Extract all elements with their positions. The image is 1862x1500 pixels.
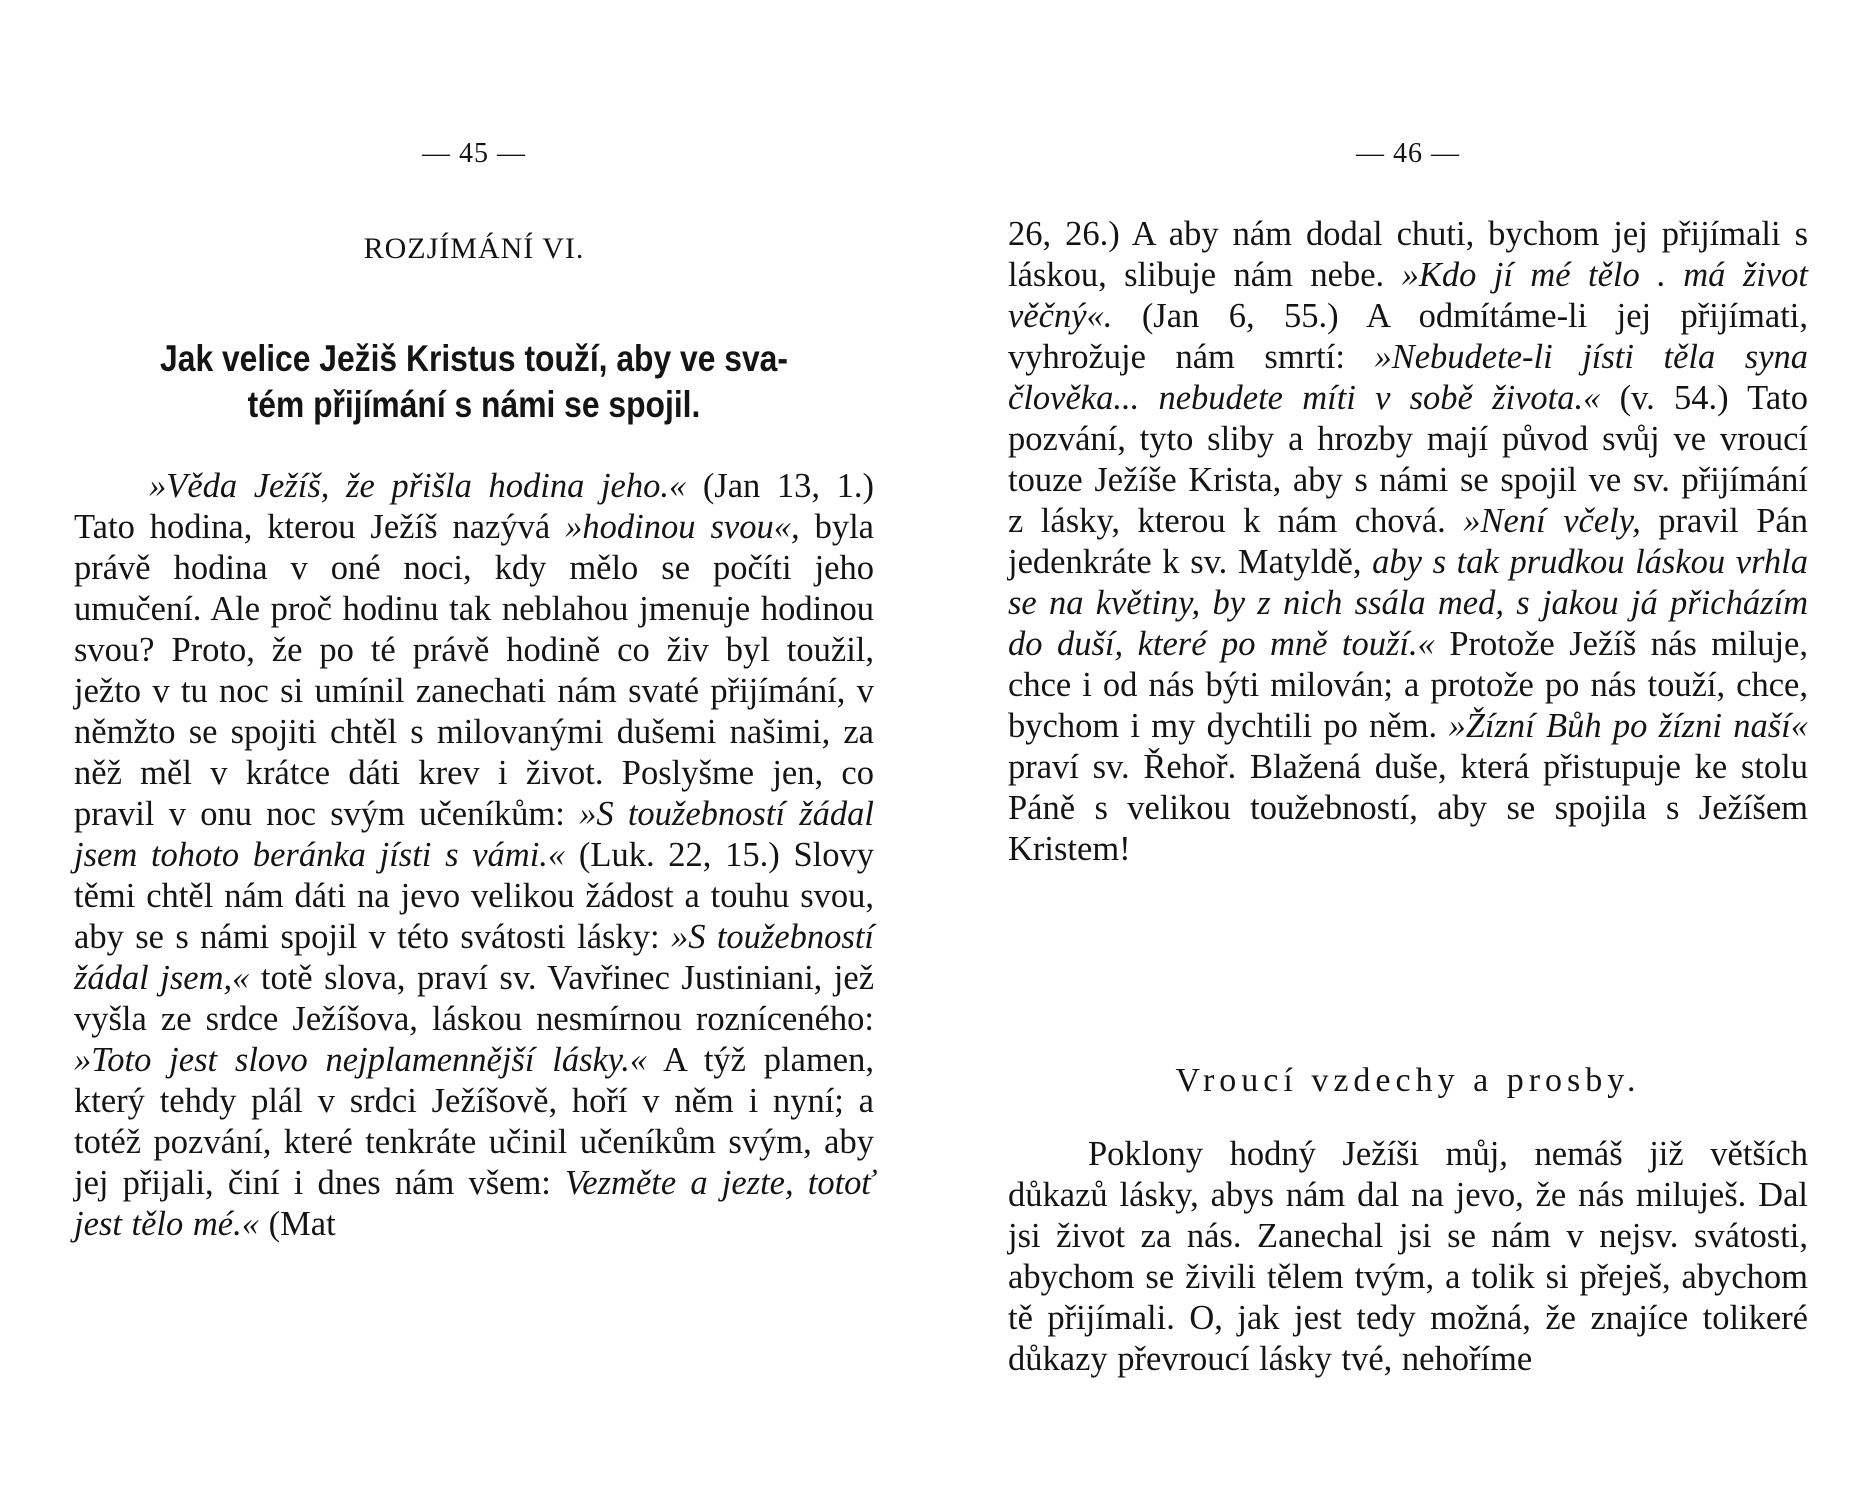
- right-page: [1008, 0, 1808, 1500]
- left-page: [74, 0, 874, 1500]
- text-run: (Jan 13, 1.) Tato hodina, kterou Ježíš nazývá: [74, 467, 874, 546]
- quote: »S toužebností žádal jsem,«: [74, 918, 874, 997]
- text-run: (v. 54.) Tato pozvání, tyto sliby a hrozby mají původ svůj ve vroucí touze Ježíše Krista, aby s námi se spojil ve sv. přijímání z lásky, kterou k nám chová.: [1008, 379, 1808, 540]
- quote: »Žízní Bůh po žízni naší«: [1448, 707, 1808, 745]
- title-line-1: Jak velice Ježiš Kristus touží, aby ve sva-: [160, 338, 788, 379]
- text-run: (Mat: [259, 1205, 336, 1243]
- page-number: — 46 —: [1356, 138, 1460, 169]
- text-run: totě slova, praví sv. Vavřinec Justiniani, jež vyšla ze srdce Ježíšova, láskou nesmírnou rozníceného:: [74, 959, 875, 1038]
- text-run: 26, 26.) A aby nám dodal chuti, bychom jej přijímali s láskou, slibuje nám nebe.: [1008, 215, 1808, 294]
- page-number: — 45 —: [422, 138, 526, 169]
- chapter-heading: ROZJÍMÁNÍ VI.: [363, 232, 585, 265]
- quote: »Věda Ježíš, že přišla hodina jeho.«: [149, 467, 687, 505]
- quote: Vezměte a jezte, totoť jest tělo mé.«: [74, 1164, 874, 1243]
- text-run: pravil Pán jedenkráte k sv. Matyldě,: [1008, 502, 1808, 581]
- quote: »S toužebností žádal jsem tohoto beránka jísti s vámi.«: [74, 795, 874, 874]
- quote: »Kdo jí mé tělo . má život věčný«.: [1008, 256, 1809, 335]
- text-run: byla právě hodina v oné noci, kdy mělo se počíti jeho umučení. Ale proč hodinu tak neblahou jmenuje hodinou svou? Proto, že po té právě hodině co živ byl toužil, ježto v tu noc si umínil zanechati nám svaté přijímání, v němžto se spojiti chtěl s milovanými dušemi našimi, za něž měl v krátce dáti krev i život. Poslyšme jen, co pravil v onu noc svým učeníkům:: [74, 508, 874, 833]
- section-subtitle: Vroucí vzdechy a prosby.: [1175, 1062, 1641, 1099]
- text-run: praví sv. Řehoř. Blažená duše, která přistupuje ke stolu Páně s velikou toužebností, aby se spojila s Ježíšem Kristem!: [1008, 748, 1808, 868]
- text-run: (Jan 6, 55.) A odmítáme-li jej přijímati, vyhrožuje nám smrtí:: [1008, 297, 1808, 376]
- title-line-2: tém přijímání s námi se spojil.: [247, 384, 701, 425]
- quote: »hodinou svou«,: [565, 508, 800, 546]
- chapter-title: [130, 336, 818, 428]
- text-run: (Luk. 22, 15.) Slovy těmi chtěl nám dáti na jevo velikou žádost a touhu svou, aby se s námi spojil v této svátosti lásky:: [74, 836, 875, 956]
- prayer-paragraph: Poklony hodný Ježíši můj, nemáš již větších důkazů lásky, abys nám dal na jevo, že nás miluješ. Dal jsi život za nás. Zanechal jsi se nám v nejsv. svátosti, abychom se živili tělem tvým, a tolik si přeješ, abychom tě přijímali. O, jak jest tedy možná, že znajíce tolikeré důkazy převroucí lásky tvé, nehoříme: [1008, 1135, 1808, 1378]
- quote: »Nebudete-li jísti těla syna člověka... nebudete míti v sobě života.«: [1008, 338, 1809, 417]
- quote: aby s tak prudkou láskou vrhla se na květiny, by z nich ssála med, s jakou já přicházím do duší, které po mně touží.«: [1008, 543, 1808, 663]
- quote: »Toto jest slovo nejplamennější lásky.«: [74, 1041, 648, 1079]
- body-paragraph: [74, 466, 874, 1245]
- body-paragraph: [1008, 214, 1808, 870]
- text-run: Protože Ježíš nás miluje, chce i od nás býti milován; a protože po nás touží, chce, bychom i my dychtili po něm.: [1008, 625, 1808, 745]
- text-run: A týž plamen, který tehdy plál v srdci Ježíšově, hoří v něm i nyní; a totéž pozvání, které tenkráte učinil učeníkům svým, aby jej přijali, činí i dnes nám všem:: [74, 1041, 874, 1202]
- quote: »Není včely,: [1463, 502, 1641, 540]
